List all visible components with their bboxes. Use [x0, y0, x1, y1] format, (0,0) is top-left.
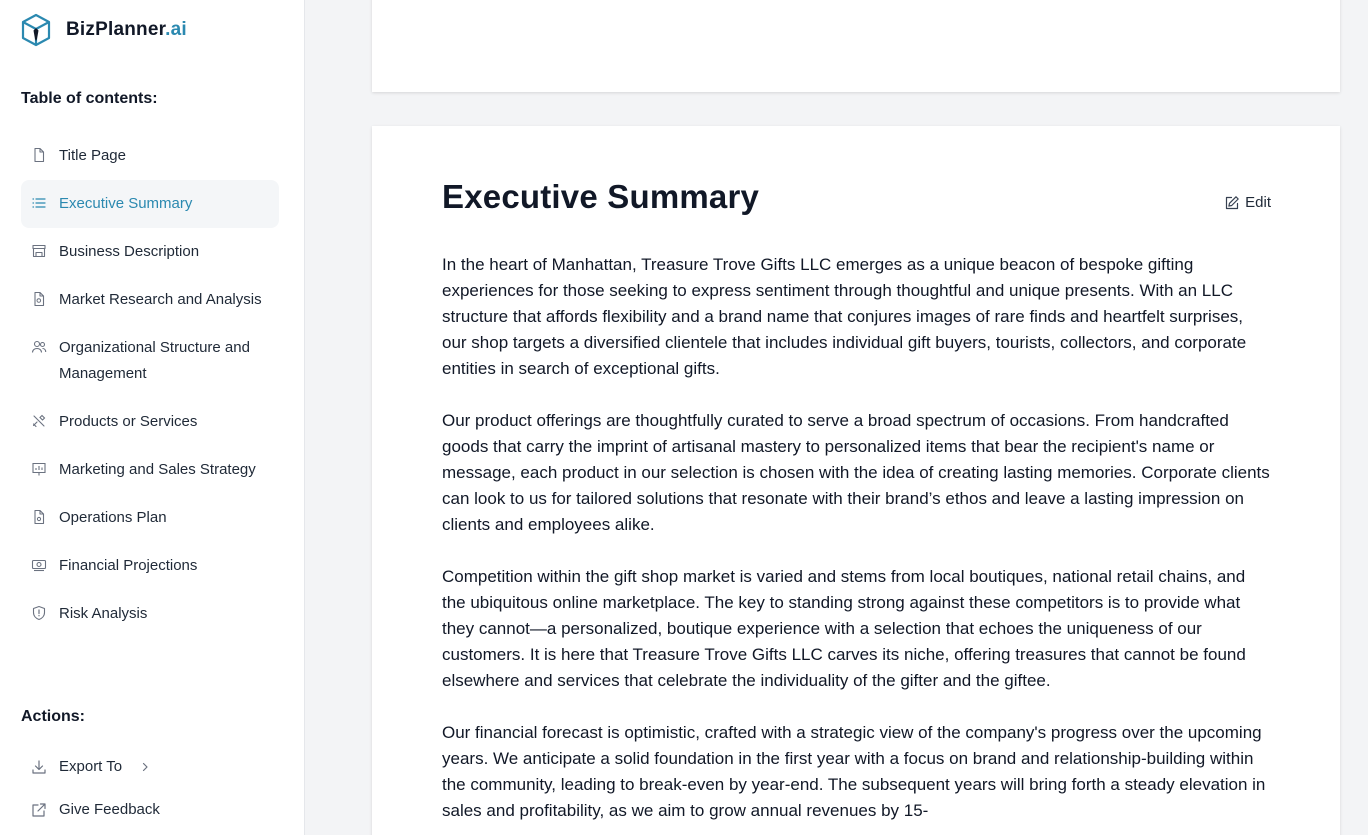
paragraph: Competition within the gift shop market is varied and stems from local boutiques, national retail chains, and the ubiquitous online marketplace. The key to standing strong against these competitors is to provide what they cannot—a personalized, boutique experience with a selection that echoes the uniqueness of our customers. It is here that Treasure Trove Gifts LLC carves its niche, offering treasures that cannot be found elsewhere and services that celebrate the individuality of the gifter and the giftee.: [442, 567, 1246, 690]
summary-body: [442, 252, 1272, 835]
external-link-icon: [31, 802, 47, 818]
toc-item-label: Operations Plan: [59, 509, 167, 526]
edit-button[interactable]: [1224, 194, 1271, 211]
money-icon: [31, 557, 47, 573]
toc-item-operations-plan[interactable]: [21, 494, 279, 542]
toc-item-label: Products or Services: [59, 413, 198, 430]
list-icon: [31, 195, 47, 211]
file-gear-icon: [31, 509, 47, 525]
cube-logo-icon: [20, 13, 52, 47]
paragraph: Our financial forecast is optimistic, crafted with a strategic view of the company's progress over the upcoming years. We anticipate a solid foundation in the first year with a focus on brand and relationship-building within the community, leading to break-even by year-end. The subsequent years will bring forth a steady elevation in sales and profitability, as we aim to grow annual revenues by 15-: [442, 723, 1266, 820]
toc-item-marketing-sales[interactable]: [21, 446, 279, 494]
toc-item-label: Title Page: [59, 147, 126, 164]
toc-item-financial-projections[interactable]: [21, 542, 279, 590]
toc-item-business-description[interactable]: [21, 228, 279, 276]
export-to-label: Export To: [59, 758, 123, 775]
export-to-button[interactable]: [21, 745, 279, 788]
toc-item-title-page[interactable]: [21, 132, 279, 180]
give-feedback-label: Give Feedback: [59, 801, 160, 818]
file-icon: [31, 147, 47, 163]
download-icon: [31, 759, 47, 775]
document-page: [372, 126, 1340, 835]
toc-item-label: Marketing and Sales Strategy: [59, 461, 256, 478]
tools-icon: [31, 413, 47, 429]
toc-item-label: Financial Projections: [59, 557, 198, 574]
table-of-contents: [21, 132, 279, 638]
store-icon: [31, 243, 47, 259]
toc-item-label: Market Research and Analysis: [59, 291, 262, 308]
chevron-right-icon: [140, 762, 150, 772]
toc-item-label: Business Description: [59, 243, 200, 260]
file-search-icon: [31, 291, 47, 307]
sidebar: [0, 0, 305, 835]
toc-item-risk-analysis[interactable]: [21, 590, 279, 638]
edit-label: Edit: [1245, 194, 1271, 211]
users-icon: [31, 339, 47, 355]
toc-title: Table of contents:: [21, 90, 158, 107]
toc-item-label: Risk Analysis: [59, 605, 148, 622]
actions-list: [21, 745, 279, 831]
toc-item-org-structure[interactable]: [21, 324, 279, 398]
toc-item-market-research[interactable]: [21, 276, 279, 324]
toc-item-executive-summary[interactable]: [21, 180, 279, 228]
page-title: Executive Summary: [442, 178, 760, 215]
give-feedback-button[interactable]: [21, 788, 279, 831]
paragraph: Our product offerings are thoughtfully curated to serve a broad spectrum of occasions. From handcrafted goods that carry the imprint of artisanal mastery to personalized items that bear the recipient's name or message, each product in our selection is chosen with the idea of creating lasting memories. Corporate clients can look to us for tailored solutions that resonate with their brand’s ethos and leave a lasting impression on clients and employees alike.: [442, 411, 1270, 534]
presentation-icon: [31, 461, 47, 477]
previous-page-card: [372, 0, 1340, 92]
actions-title: Actions:: [21, 708, 85, 725]
app-logo[interactable]: [20, 13, 187, 47]
toc-item-label: Organizational Structure and Management: [59, 339, 250, 382]
app-name: BizPlanner.ai: [66, 19, 187, 40]
paragraph: In the heart of Manhattan, Treasure Trove Gifts LLC emerges as a unique beacon of bespoke gifting experiences for those seeking to express sentiment through thoughtful and unique presents. With an LLC structure that affords flexibility and a brand name that conjures images of rare finds and heartfelt surprises, our shop targets a diversified clientele that includes individual gift buyers, tourists, collectors, and corporate entities in search of exceptional gifts.: [442, 255, 1247, 378]
shield-icon: [31, 605, 47, 621]
toc-item-products-services[interactable]: [21, 398, 279, 446]
toc-item-label: Executive Summary: [59, 195, 193, 212]
edit-icon: [1224, 195, 1240, 211]
